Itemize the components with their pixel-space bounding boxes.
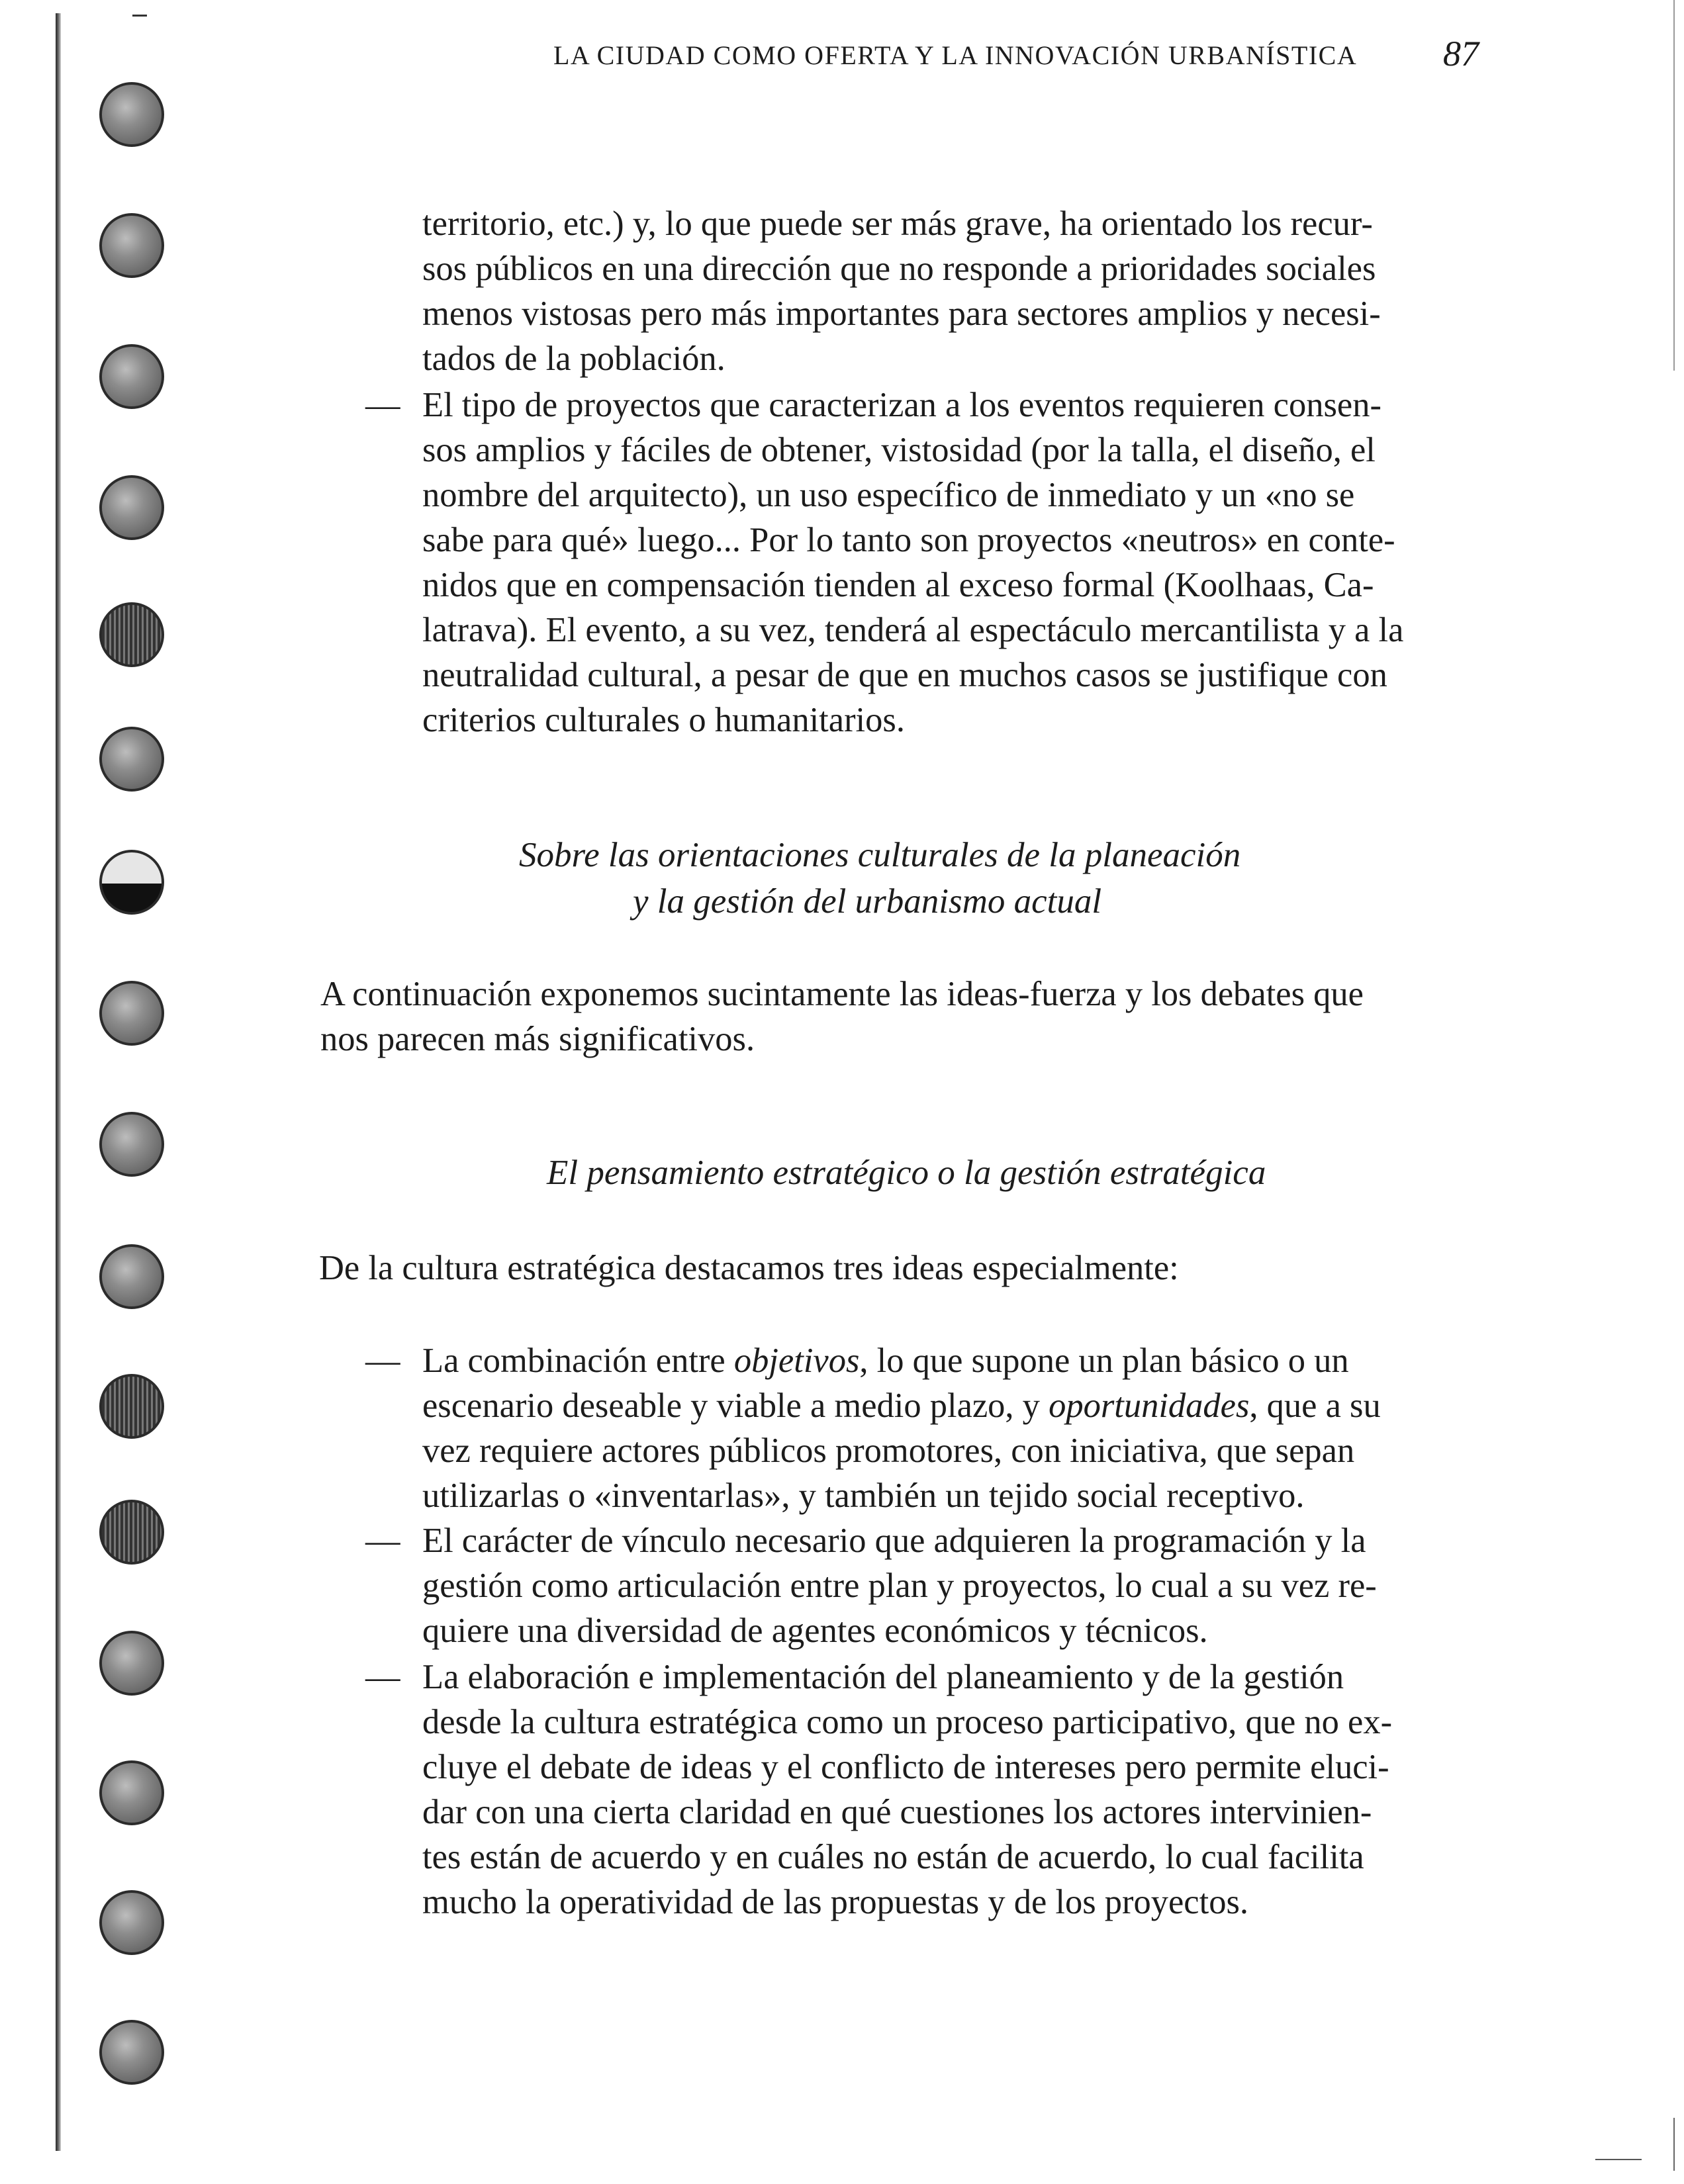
text-line: La elaboración e implementación del planeamiento y de la gestión [422,1658,1344,1696]
punch-hole [99,1374,164,1439]
text-line: El carácter de vínculo necesario que adquieren la programación y la [422,1522,1366,1560]
text-span: La combinación entre [422,1342,734,1380]
text-line: utilizarlas o «inventarlas», y también un tejido social receptivo. [422,1477,1305,1515]
text-line: mucho la operatividad de las propuestas y de los proyectos. [422,1883,1249,1921]
text-line: sos públicos en una dirección que no responde a prioridades sociales [422,250,1376,288]
text-line: De la cultura estratégica destacamos tres ideas especialmente: [319,1249,1179,1287]
text-line: quiere una diversidad de agentes económicos y técnicos. [422,1612,1208,1650]
running-head: LA CIUDAD COMO OFERTA Y LA INNOVACIÓN URBANÍSTICA [553,40,1358,70]
text-line: desde la cultura estratégica como un proceso participativo, que no ex- [422,1703,1393,1741]
text-line: sabe para qué» luego... Por lo tanto son proyectos «neutros» en conte- [422,521,1395,559]
text-line: cluye el debate de ideas y el conflicto de intereses pero permite eluci- [422,1748,1389,1786]
punch-hole [99,1890,164,1955]
bullet-dash: — [365,1522,400,1560]
punch-hole [99,1112,164,1177]
text-line: El tipo de proyectos que caracterizan a los eventos requieren consen- [422,386,1381,424]
section-heading: Sobre las orientaciones culturales de la planeación [519,836,1241,874]
punch-hole [99,1760,164,1825]
text-span: , lo que supone un plan básico o un [859,1342,1349,1380]
punch-hole [99,1244,164,1309]
text-line: criterios culturales o humanitarios. [422,701,905,739]
text-line: dar con una cierta claridad en qué cuestiones los actores intervinien- [422,1793,1372,1831]
text-line [422,1388,1381,1424]
scan-mark [132,15,147,17]
punch-hole [99,475,164,540]
text-line: neutralidad cultural, a pesar de que en muchos casos se justifique con [422,656,1387,694]
page-number: 87 [1443,34,1479,73]
emphasis: objetivos [733,1342,860,1380]
text-line: sos amplios y fáciles de obtener, vistosidad (por la talla, el diseño, el [422,431,1376,469]
text-line: latrava). El evento, a su vez, tenderá al espectáculo mercantilista y a la [422,611,1404,649]
bullet-dash: — [365,386,400,424]
punch-hole [99,727,164,792]
text-line [422,1343,1349,1379]
punch-hole [99,602,164,667]
text-line: nombre del arquitecto), un uso específico de inmediato y un «no se [422,476,1355,514]
text-line: vez requiere actores públicos promotores, con iniciativa, que sepan [422,1432,1355,1470]
binding-edge [56,13,61,2151]
text-line: tes están de acuerdo y en cuáles no están de acuerdo, lo cual facilita [422,1838,1364,1876]
emphasis: oportunidades [1049,1387,1250,1425]
text-line: nos parecen más significativos. [320,1020,755,1058]
punch-hole [99,981,164,1046]
section-heading: y la gestión del urbanismo actual [633,882,1102,921]
punch-hole [99,2020,164,2085]
page-edge [1673,0,1675,371]
page-edge [1673,2118,1675,2171]
text-line: tados de la población. [422,340,725,378]
punch-hole [99,82,164,147]
text-line: nidos que en compensación tienden al exceso formal (Koolhaas, Ca- [422,566,1374,604]
text-line: gestión como articulación entre plan y proyectos, lo cual a su vez re- [422,1567,1377,1605]
text-span: , que a su [1249,1387,1381,1425]
text-line: territorio, etc.) y, lo que puede ser más grave, ha orientado los recur- [422,205,1373,243]
subsection-heading: El pensamiento estratégico o la gestión estratégica [547,1154,1266,1192]
text-line: A continuación exponemos sucintamente las ideas-fuerza y los debates que [320,975,1364,1013]
punch-hole [99,1631,164,1696]
punch-hole [99,213,164,278]
text-span: escenario deseable y viable a medio plazo, y [422,1387,1049,1425]
text-line: menos vistosas pero más importantes para sectores amplios y necesi- [422,295,1381,333]
scan-mark [1595,2159,1642,2160]
punch-hole [99,850,164,915]
bullet-dash: — [365,1658,400,1696]
bullet-dash: — [365,1342,400,1380]
punch-hole [99,344,164,409]
punch-hole [99,1500,164,1565]
